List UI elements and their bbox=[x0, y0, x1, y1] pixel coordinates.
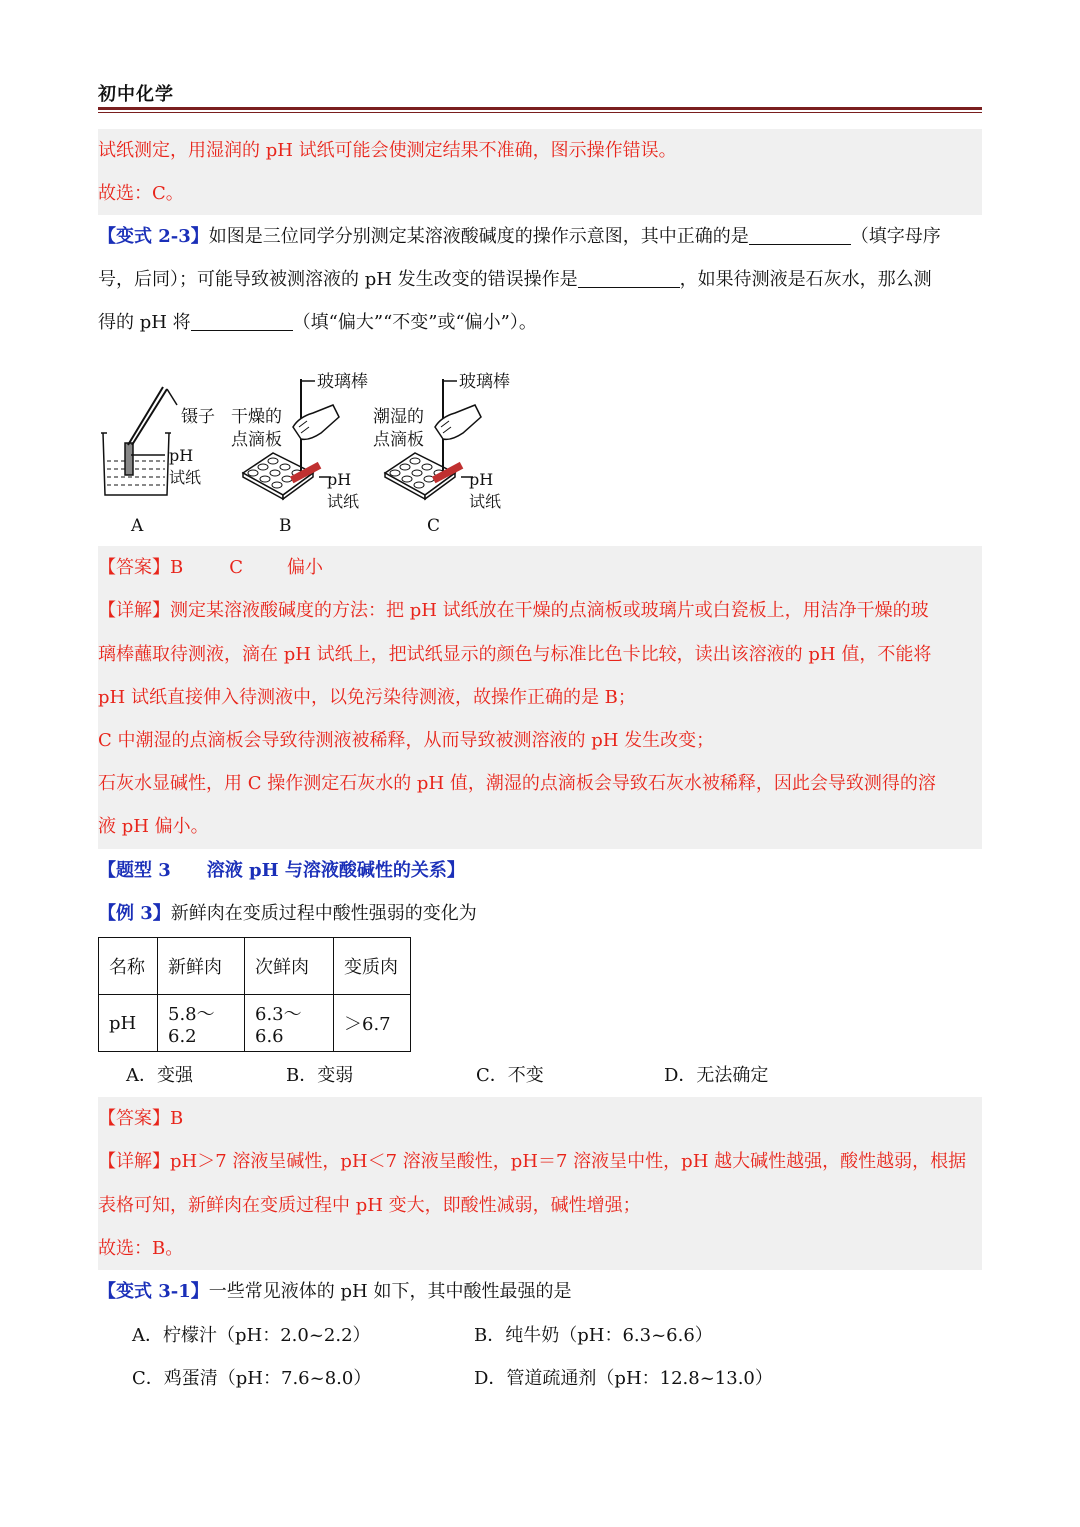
variant-tag: 【变式 2-3】 bbox=[98, 226, 209, 247]
detail-tag: 【详解】 bbox=[98, 1151, 170, 1172]
table-cell: pH bbox=[99, 995, 158, 1052]
glass-rod-label-b: 玻璃棒 bbox=[317, 372, 368, 392]
detail-line: 表格可知，新鲜肉在变质过程中 pH 变大，即酸性减弱，碱性增强； bbox=[98, 1195, 641, 1216]
question-text: （填字母序 bbox=[850, 226, 941, 247]
variant-2-3-question bbox=[98, 224, 982, 250]
answer-line bbox=[98, 555, 982, 581]
question-text: 如图是三位同学分别测定某溶液酸碱度的操作示意图，其中正确的是 bbox=[208, 226, 749, 247]
detail-line: 液 pH 偏小。 bbox=[98, 816, 209, 837]
page-header-title: 初中化学 bbox=[98, 84, 174, 105]
detail-line bbox=[98, 598, 982, 624]
test-paper-label-c: 试纸 bbox=[469, 492, 502, 511]
question-text: （填“偏大”“不变”或“偏小”）。 bbox=[292, 312, 537, 333]
table-cell: ＞6.7 bbox=[334, 995, 411, 1052]
variant-2-3-question bbox=[98, 310, 982, 336]
explanation-line: 故选：C。 bbox=[98, 183, 184, 204]
ph-label-b: pH bbox=[327, 470, 352, 489]
example-3-question bbox=[98, 901, 982, 927]
figure-label-b: B bbox=[279, 516, 292, 536]
table-cell: 变质肉 bbox=[334, 938, 411, 995]
wet-label: 潮湿的 bbox=[373, 407, 424, 427]
ph-test-figure bbox=[95, 365, 535, 545]
detail-line: 璃棒蘸取待测液，滴在 pH 试纸上，把试纸显示的颜色与标准比色卡比较，读出该溶液的 pH 值，不能将 bbox=[98, 644, 932, 665]
question-text: 新鲜肉在变质过程中酸性强弱的变化为 bbox=[170, 903, 477, 924]
answer-blank[interactable] bbox=[578, 269, 680, 288]
table-cell: 次鲜肉 bbox=[245, 938, 334, 995]
detail-line bbox=[98, 1149, 982, 1175]
glass-rod-label-c: 玻璃棒 bbox=[459, 372, 510, 392]
header-rule-thin bbox=[98, 112, 982, 113]
explanation-line: 试纸测定，用湿润的 pH 试纸可能会使测定结果不准确，图示操作错误。 bbox=[98, 140, 677, 161]
answer-value: B bbox=[170, 557, 184, 578]
detail-tag: 【详解】 bbox=[98, 600, 170, 621]
table-cell: 6.3～6.6 bbox=[245, 995, 334, 1052]
dry-label: 干燥的 bbox=[231, 407, 282, 427]
answer-tag: 【答案】 bbox=[98, 557, 170, 578]
question-text: 得的 pH 将 bbox=[98, 312, 191, 333]
table-cell: 新鲜肉 bbox=[158, 938, 245, 995]
variant-3-1-question bbox=[98, 1279, 982, 1305]
test-paper-label-a: 试纸 bbox=[169, 468, 202, 487]
ph-label-a: pH bbox=[169, 446, 194, 465]
table-header-row bbox=[99, 938, 411, 995]
option-b[interactable]: B．纯牛奶（pH：6.3~6.6） bbox=[474, 1325, 713, 1346]
question-text: 号，后同）；可能导致被测溶液的 pH 发生改变的错误操作是 bbox=[98, 269, 578, 290]
example-tag: 【例 3】 bbox=[98, 903, 171, 924]
answer-value: C bbox=[229, 557, 244, 578]
option-c[interactable]: C．鸡蛋清（pH：7.6~8.0） bbox=[132, 1368, 372, 1389]
ph-label-c: pH bbox=[469, 470, 494, 489]
question-text: 一些常见液体的 pH 如下，其中酸性最强的是 bbox=[208, 1281, 572, 1302]
option-c[interactable]: C．不变 bbox=[476, 1065, 544, 1086]
table-cell: 名称 bbox=[99, 938, 158, 995]
answer-blank[interactable] bbox=[749, 226, 851, 245]
detail-line: pH 试纸直接伸入待测液中，以免污染待测液，故操作正确的是 B； bbox=[98, 687, 636, 708]
option-a[interactable]: A．变强 bbox=[126, 1065, 193, 1086]
answer-tag: 【答案】 bbox=[98, 1108, 170, 1129]
detail-line: 石灰水显碱性，用 C 操作测定石灰水的 pH 值，潮湿的点滴板会导致石灰水被稀释，因此会导致测得的溶 bbox=[98, 773, 936, 794]
meat-ph-table bbox=[98, 937, 411, 1052]
option-d[interactable]: D．无法确定 bbox=[664, 1065, 769, 1086]
option-a[interactable]: A．柠檬汁（pH：2.0~2.2） bbox=[132, 1325, 371, 1346]
answer-value: B bbox=[170, 1108, 184, 1129]
table-row bbox=[99, 995, 411, 1052]
variant-2-3-question bbox=[98, 267, 982, 293]
figure-label-a: A bbox=[131, 516, 144, 536]
detail-line: 故选：B。 bbox=[98, 1238, 184, 1259]
spot-plate-label-c: 点滴板 bbox=[373, 430, 424, 450]
test-paper-label-b: 试纸 bbox=[327, 492, 360, 511]
detail-line: C 中潮湿的点滴板会导致待测液被稀释，从而导致被测溶液的 pH 发生改变； bbox=[98, 730, 715, 751]
beaker-diagram-a bbox=[101, 387, 177, 495]
answer-blank[interactable] bbox=[191, 312, 293, 331]
answer-line bbox=[98, 1106, 982, 1132]
spot-plate-label-b: 点滴板 bbox=[231, 430, 282, 450]
table-cell: 5.8～6.2 bbox=[158, 995, 245, 1052]
topic-heading: 【题型 3 溶液 pH 与溶液酸碱性的关系】 bbox=[98, 860, 465, 881]
detail-text: 测定某溶液酸碱度的方法：把 pH 试纸放在干燥的点滴板或玻璃片或白瓷板上，用洁净干燥的玻 bbox=[170, 600, 929, 621]
header-rule bbox=[98, 107, 982, 110]
tweezers-label: 镊子 bbox=[181, 407, 215, 427]
detail-text: pH＞7 溶液呈碱性，pH＜7 溶液呈酸性，pH＝7 溶液呈中性，pH 越大碱性越强，酸性越弱，根据 bbox=[170, 1151, 967, 1172]
option-d[interactable]: D．管道疏通剂（pH：12.8~13.0） bbox=[474, 1368, 773, 1389]
figure-label-c: C bbox=[427, 516, 441, 536]
answer-value: 偏小 bbox=[287, 557, 324, 578]
variant-tag: 【变式 3-1】 bbox=[98, 1281, 209, 1302]
question-text: ，如果待测液是石灰水，那么测 bbox=[679, 269, 932, 290]
option-b[interactable]: B．变弱 bbox=[286, 1065, 354, 1086]
